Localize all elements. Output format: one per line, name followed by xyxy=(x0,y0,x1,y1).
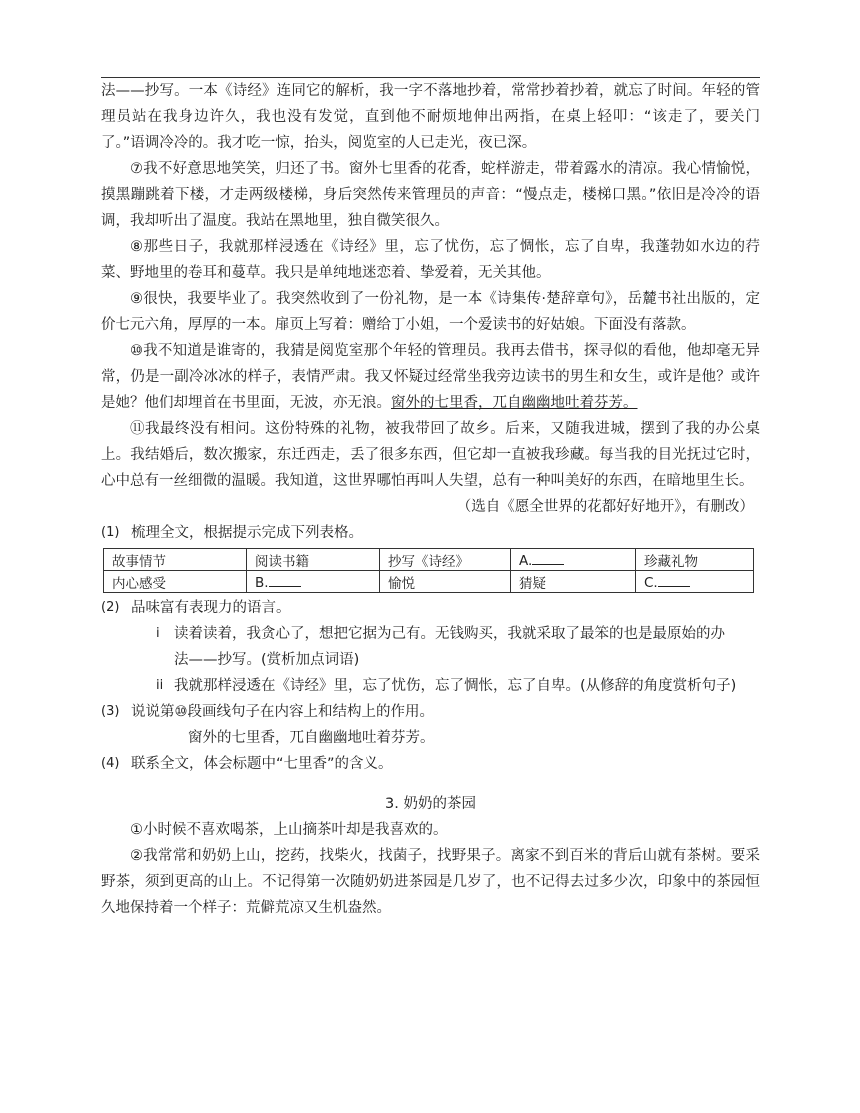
answer-blank[interactable] xyxy=(658,572,690,587)
question-number: (3) xyxy=(101,704,120,719)
table-cell-blank-b xyxy=(247,571,380,593)
passage3-paragraph-1: ①小时候不喜欢喝茶，上山摘茶叶却是我喜欢的。 xyxy=(130,822,448,838)
paragraph-7: ⑦我不好意思地笑笑，归还了书。窗外七里香的花香，蛇样游走，带着露水的清凉。我心情愉悦，摸黑蹦跳着下楼，才走两级楼梯，身后突然传来管理员的声音：“慢点走，楼梯口黑。”依旧是冷冷的语调，我却听出了温度。我站在黑地里，独自微笑很久。 xyxy=(101,161,760,229)
question-number: (4) xyxy=(101,756,120,771)
blank-label: B. xyxy=(255,575,269,591)
document-body xyxy=(101,78,760,921)
table-row xyxy=(104,571,754,593)
paragraph-10-text: ⑩我不知道是谁寄的，我猜是阅览室那个年轻的管理员。我再去借书，探寻似的看他，他却毫无异常，仍是一副冷冰冰的样子，表情严肃。我又怀疑过经常坐我旁边读书的男生和女生，或许是他？或许是她？他们却埋首在书里面，无波，亦无浪。 xyxy=(101,343,760,411)
question-text: 说说第⑩段画线句子在内容上和结构上的作用。 xyxy=(131,704,434,720)
source-citation: （选自《愿全世界的花都好好地开》，有删改） xyxy=(456,499,754,515)
sub-question-number: ii xyxy=(156,678,164,693)
underlined-sentence: 窗外的七里香，兀自幽幽地吐着芬芳。 xyxy=(391,395,638,411)
quoted-sentence: 窗外的七里香，兀自幽幽地吐着芬芳。 xyxy=(188,730,435,746)
table-cell: 内心感受 xyxy=(104,571,247,593)
blank-label: C. xyxy=(644,575,658,591)
question-2 xyxy=(101,595,760,621)
sub-question-text: 我就那样浸透在《诗经》里，忘了忧伤，忘了惆怅，忘了自卑。(从修辞的角度赏析句子) xyxy=(174,678,737,694)
passage-title: 3. 奶奶的茶园 xyxy=(385,796,476,812)
question-text: 联系全文，体会标题中“七里香”的含义。 xyxy=(131,756,393,772)
answer-blank[interactable] xyxy=(269,572,301,587)
table-cell: 故事情节 xyxy=(104,549,247,571)
question-4 xyxy=(101,751,760,777)
answer-table xyxy=(103,548,754,593)
question-1 xyxy=(101,520,760,546)
question-2-i-continued: 法——抄写。(赏析加点词语) xyxy=(174,652,360,668)
table-cell-blank-a xyxy=(511,549,636,571)
question-3 xyxy=(101,699,760,725)
answer-blank[interactable] xyxy=(532,550,564,565)
table-cell-blank-c xyxy=(636,571,754,593)
table-cell: 珍藏礼物 xyxy=(636,549,754,571)
table-cell: 阅读书籍 xyxy=(247,549,380,571)
table-cell: 猜疑 xyxy=(511,571,636,593)
paragraph-11: ⑪我最终没有相问。这份特殊的礼物，被我带回了故乡。后来，又随我进城，摆到了我的办公桌上。我结婚后，数次搬家，东迁西走，丢了很多东西，但它却一直被我珍藏。每当我的目光抚过它时，心中总有一丝细微的温暖。我知道，这世界哪怕再叫人失望，总有一种叫美好的东西，在暗地里生长。 xyxy=(101,421,760,489)
sub-question-text: 读着读着，我贪心了，想把它据为己有。无钱购买，我就采取了最笨的也是最原始的办 xyxy=(174,626,725,642)
paragraph-8: ⑧那些日子，我就那样浸透在《诗经》里，忘了忧伤，忘了惆怅，忘了自卑，我蓬勃如水边的荇菜、野地里的卷耳和蔓草。我只是单纯地迷恋着、挚爱着，无关其他。 xyxy=(101,239,760,281)
question-2-i xyxy=(101,621,760,647)
blank-label: A. xyxy=(519,553,533,569)
table-cell: 愉悦 xyxy=(380,571,511,593)
question-2-ii xyxy=(101,673,760,699)
question-number: (1) xyxy=(101,525,120,540)
sub-question-number: i xyxy=(156,626,160,641)
paragraph-10 xyxy=(101,338,760,416)
paragraph-9: ⑨很快，我要毕业了。我突然收到了一份礼物，是一本《诗集传·楚辞章句》，岳麓书社出版的，定价七元六角，厚厚的一本。扉页上写着：赠给丁小姐，一个爱读书的好姑娘。下面没有落款。 xyxy=(101,291,760,333)
paragraph-continued: 法——抄写。一本《诗经》连同它的解析，我一字不落地抄着，常常抄着抄着，就忘了时间。年轻的管理员站在我身边许久，我也没有发觉，直到他不耐烦地伸出两指，在桌上轻叩：“该走了，要关门了。”语调冷冷的。我才吃一惊，抬头，阅览室的人已走光，夜已深。 xyxy=(101,83,760,151)
question-text: 梳理全文，根据提示完成下列表格。 xyxy=(131,525,363,541)
passage3-paragraph-2: ②我常常和奶奶上山，挖药，找柴火，找菌子，找野果子。离家不到百米的背后山就有茶树。要采野茶，须到更高的山上。不记得第一次随奶奶进茶园是几岁了，也不记得去过多少次，印象中的茶园恒久地保持着一个样子：荒僻荒凉又生机盎然。 xyxy=(101,848,760,916)
table-cell: 抄写《诗经》 xyxy=(380,549,511,571)
question-number: (2) xyxy=(101,600,120,615)
question-text: 品味富有表现力的语言。 xyxy=(131,600,291,616)
table-row xyxy=(104,549,754,571)
